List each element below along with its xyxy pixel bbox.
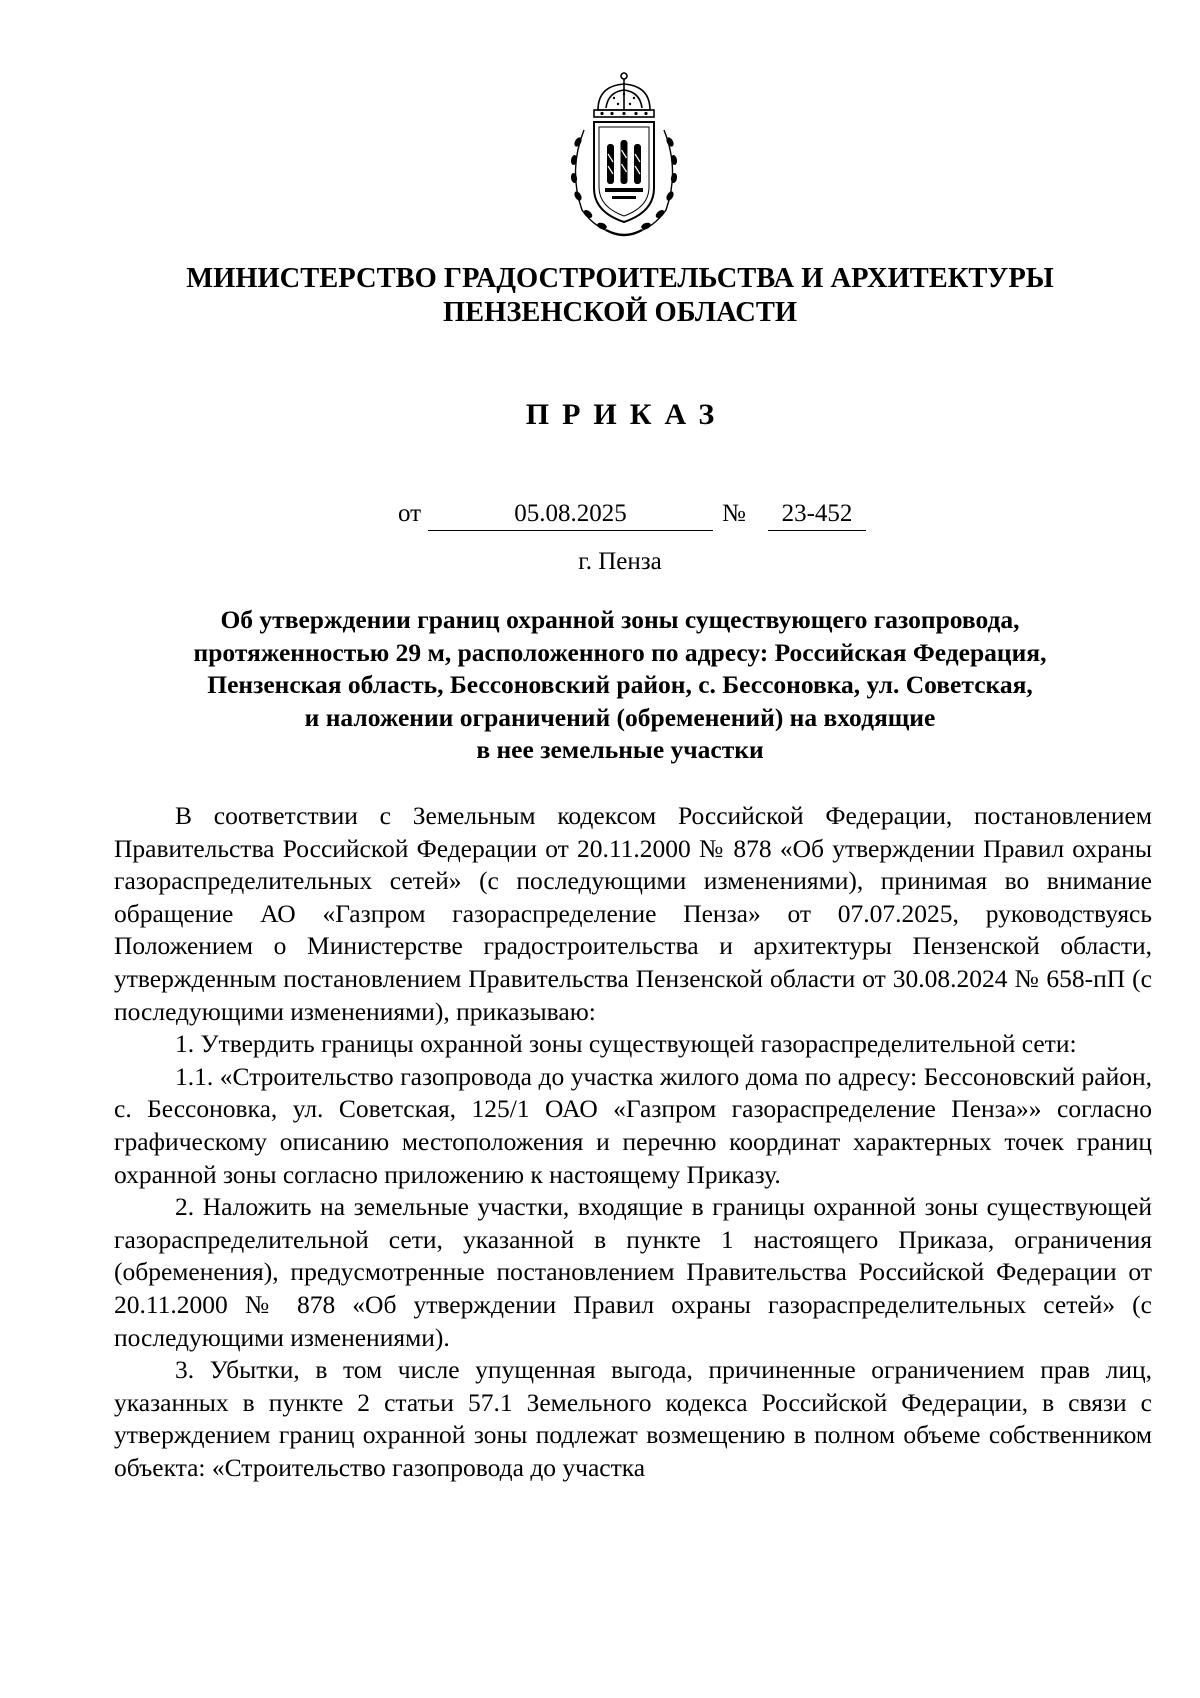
ministry-name-line-1: МИНИСТЕРСТВО ГРАДОСТРОИТЕЛЬСТВА И АРХИТЕКТУРЫ — [186, 263, 1054, 294]
document-date: 05.08.2025 — [428, 500, 713, 531]
ministry-name-line-2: ПЕНЗЕНСКОЙ ОБЛАСТИ — [442, 297, 798, 328]
subject-line: протяженностью 29 м, расположенного по адресу: Российская Федерация, — [193, 637, 1047, 667]
document-type-title: ПРИКАЗ — [525, 398, 728, 431]
document-number: 23-452 — [768, 500, 866, 531]
subject-line: Пензенская область, Бессоновский район, с. Бессоновка, ул. Советская, — [207, 670, 1033, 699]
item-3-paragraph: 3. Убытки, в том числе упущенная выгода, причиненные ограничением прав лиц, указанных в пункте 2 статьи 57.1 Земельного кодекса Российской Федерации, в связи с утверждением границ охранной зоны подлежат возмещению в полном объеме собственником объекта: «Строительство газопровода до участка — [114, 1355, 1152, 1482]
item-2-paragraph: 2. Наложить на земельные участки, входящие в границы охранной зоны существующей газораспределительной сети, указанной в пункте 1 настоящего Приказа, ограничения (обременения), предусмотренные постановлением Правительства Российской Федерации от 20.11.2000 № 878 «Об утверждении Правил охраны газораспределительных сетей» (с последующими изменениями). — [114, 1192, 1152, 1352]
document-subject — [150, 604, 1090, 767]
document-city: г. Пенза — [578, 548, 662, 575]
document-requisites — [398, 500, 878, 534]
number-sign: № — [722, 500, 746, 527]
preamble-paragraph: В соответствии с Земельным кодексом Российской Федерации, постановлением Правительства Российской Федерации от 20.11.2000 № 878 «Об утверждении Правил охраны газораспределительных сетей» (с последующими изменениями), принимая во внимание обращение АО «Газпром газораспределение Пенза» от 07.07.2025, руководствуясь Положением о Министерстве градостроительства и архитектуры Пензенской области, утвержденным постановлением Правительства Пензенской области от 30.08.2024 № 658-пП (с последующими изменениями), приказываю: — [114, 801, 1152, 1026]
coat-of-arms-icon — [562, 70, 686, 240]
subject-line: и наложении ограничений (обременений) на входящие — [304, 702, 936, 732]
item-1-1-paragraph: 1.1. «Строительство газопровода до участка жилого дома по адресу: Бессоновский район, с. Бессоновка, ул. Советская, 125/1 ОАО «Газпром газораспределение Пенза»» согласно графическому описанию местоположения и перечню координат характерных точек границ охранной зоны согласно приложению к настоящему Приказу. — [114, 1061, 1152, 1189]
subject-line: Об утверждении границ охранной зоны существующего газопровода, — [220, 605, 1020, 634]
date-prefix: от — [398, 500, 422, 527]
document-body — [114, 800, 1152, 1484]
ministry-name — [120, 262, 1120, 330]
item-1-paragraph: 1. Утвердить границы охранной зоны существующей газораспределительной сети: — [175, 1029, 1077, 1059]
subject-line: в нее земельные участки — [476, 735, 764, 764]
